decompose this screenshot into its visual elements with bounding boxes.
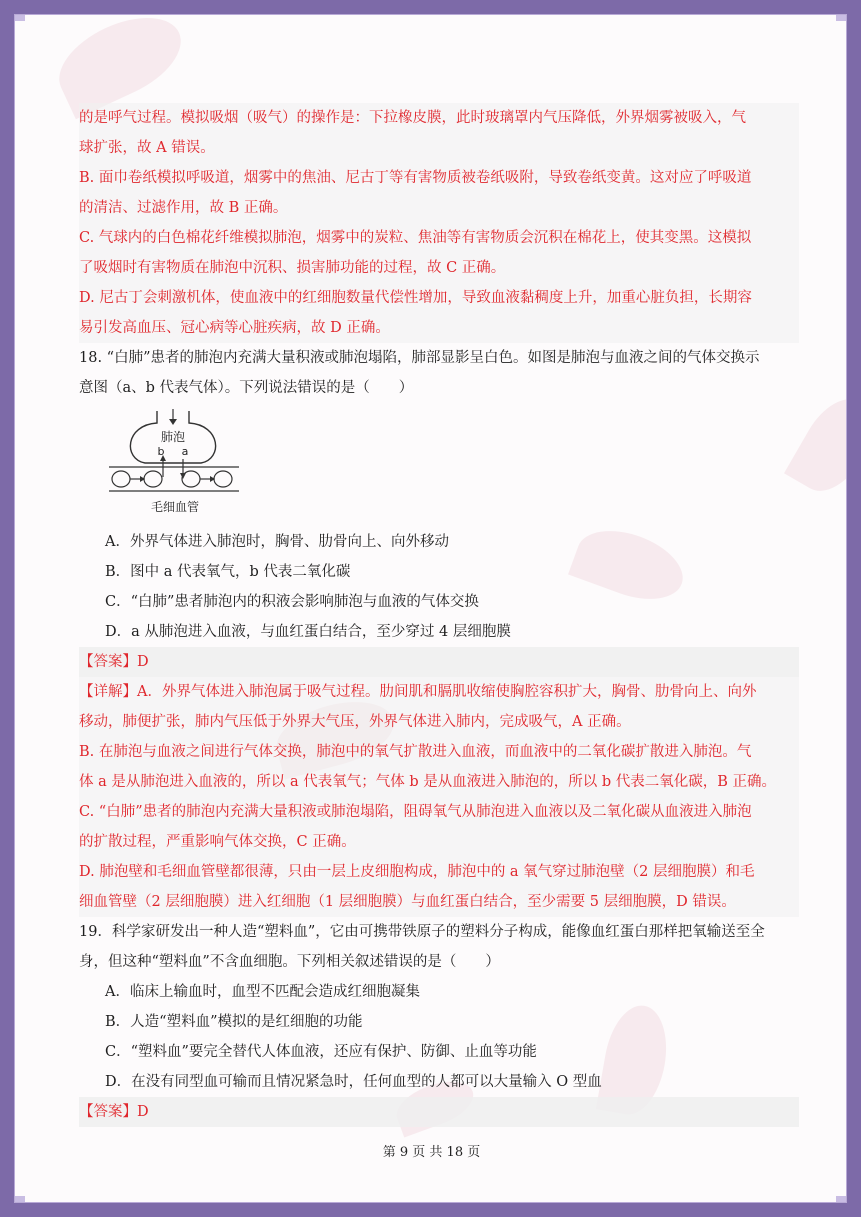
text-line: B. 在肺泡与血液之间进行气体交换，肺泡中的氧气扩散进入血液，而血液中的二氧化碳扩散进入肺泡。气 bbox=[79, 737, 799, 767]
text-line: D. 尼古丁会刺激机体，使血液中的红细胞数量代偿性增加，导致血液黏稠度上升，加重心脏负担，长期容 bbox=[79, 283, 799, 313]
option-line: B．图中 a 代表氧气，b 代表二氧化碳 bbox=[105, 564, 351, 580]
page-frame bbox=[14, 14, 847, 1203]
text-line: 身，但这种“塑料血”不含血细胞。下列相关叙述错误的是（ ） bbox=[79, 954, 500, 970]
answer-line: 【答案】D bbox=[79, 1097, 799, 1127]
text-line: 19．科学家研发出一种人造“塑料血”，它由可携带铁原子的塑料分子构成，能像血红蛋白那样把氧输送至全 bbox=[79, 924, 765, 940]
text-line: 18. “白肺”患者的肺泡内充满大量积液或肺泡塌陷，肺部显影呈白色。如图是肺泡与血液之间的气体交换示 bbox=[79, 350, 760, 366]
option-line: A．临床上输血时，血型不匹配会造成红细胞凝集 bbox=[105, 984, 420, 1000]
text-line: D. 肺泡壁和毛细血管壁都很薄，只由一层上皮细胞构成，肺泡中的 a 氧气穿过肺泡壁（2 层细胞膜）和毛 bbox=[79, 857, 799, 887]
explanation-top bbox=[79, 103, 799, 403]
text-line: 了吸烟时有害物质在肺泡中沉积、损害肺功能的过程，故 C 正确。 bbox=[79, 253, 799, 283]
option-line: B．人造“塑料血”模拟的是红细胞的功能 bbox=[105, 1014, 363, 1030]
capillary-label: 毛细血管 bbox=[150, 500, 200, 514]
alveolus-label: 肺泡 bbox=[160, 430, 186, 444]
text-line: C. “白肺”患者的肺泡内充满大量积液或肺泡塌陷，阻碍氧气从肺泡进入血液以及二氧化碳从血液进入肺泡 bbox=[79, 797, 799, 827]
text-line: 的清洁、过滤作用，故 B 正确。 bbox=[79, 193, 799, 223]
text-line: 的是呼气过程。模拟吸烟（吸气）的操作是：下拉橡皮膜，此时玻璃罩内气压降低，外界烟雾被吸入，气 bbox=[79, 103, 799, 133]
answer-line: 【答案】D bbox=[79, 647, 799, 677]
question-and-explanation bbox=[79, 527, 799, 1127]
text-line: 球扩张，故 A 错误。 bbox=[79, 133, 799, 163]
text-line: 易引发高血压、冠心病等心脏疾病，故 D 正确。 bbox=[79, 313, 799, 343]
text-line: 【详解】A．外界气体进入肺泡属于吸气过程。肋间肌和膈肌收缩使胸腔容积扩大，胸骨、肋骨向上、向外 bbox=[79, 677, 799, 707]
corner-mark bbox=[15, 15, 25, 21]
gas-a-label: a bbox=[181, 445, 189, 458]
option-line: D．a 从肺泡进入血液，与血红蛋白结合，至少穿过 4 层细胞膜 bbox=[105, 624, 511, 640]
gas-exchange-diagram bbox=[79, 403, 799, 527]
option-line: D．在没有同型血可输而且情况紧急时，任何血型的人都可以大量输入 O 型血 bbox=[105, 1074, 602, 1090]
text-line: 体 a 是从肺泡进入血液的，所以 a 代表氧气；气体 b 是从血液进入肺泡的，所以 b 代表二氧化碳，B 正确。 bbox=[79, 767, 799, 797]
text-line: 的扩散过程，严重影响气体交换，C 正确。 bbox=[79, 827, 799, 857]
text-line: B. 面巾卷纸模拟呼吸道，烟雾中的焦油、尼古丁等有害物质被卷纸吸附，导致卷纸变黄。这对应了呼吸道 bbox=[79, 163, 799, 193]
corner-mark bbox=[836, 1196, 846, 1202]
text-line: 意图（a、b 代表气体）。下列说法错误的是（ ） bbox=[79, 380, 414, 396]
page-number: 第 9 页 共 18 页 bbox=[382, 1145, 481, 1160]
option-line: A．外界气体进入肺泡时，胸骨、肋骨向上、向外移动 bbox=[105, 534, 449, 550]
corner-mark bbox=[836, 15, 846, 21]
text-line: 移动，肺便扩张，肺内气压低于外界大气压，外界气体进入肺内，完成吸气，A 正确。 bbox=[79, 707, 799, 737]
document-body bbox=[79, 103, 799, 1127]
text-line: 细血管壁（2 层细胞膜）进入红细胞（1 层细胞膜）与血红蛋白结合，至少需要 5 层细胞膜，D 错误。 bbox=[79, 887, 799, 917]
text-line: C. 气球内的白色棉花纤维模拟肺泡，烟雾中的炭粒、焦油等有害物质会沉积在棉花上，使其变黑。这模拟 bbox=[79, 223, 799, 253]
corner-mark bbox=[15, 1196, 25, 1202]
option-line: C．“塑料血”要完全替代人体血液，还应有保护、防御、止血等功能 bbox=[105, 1044, 537, 1060]
gas-b-label: b bbox=[157, 445, 165, 458]
option-line: C．“白肺”患者肺泡内的积液会影响肺泡与血液的气体交换 bbox=[105, 594, 479, 610]
